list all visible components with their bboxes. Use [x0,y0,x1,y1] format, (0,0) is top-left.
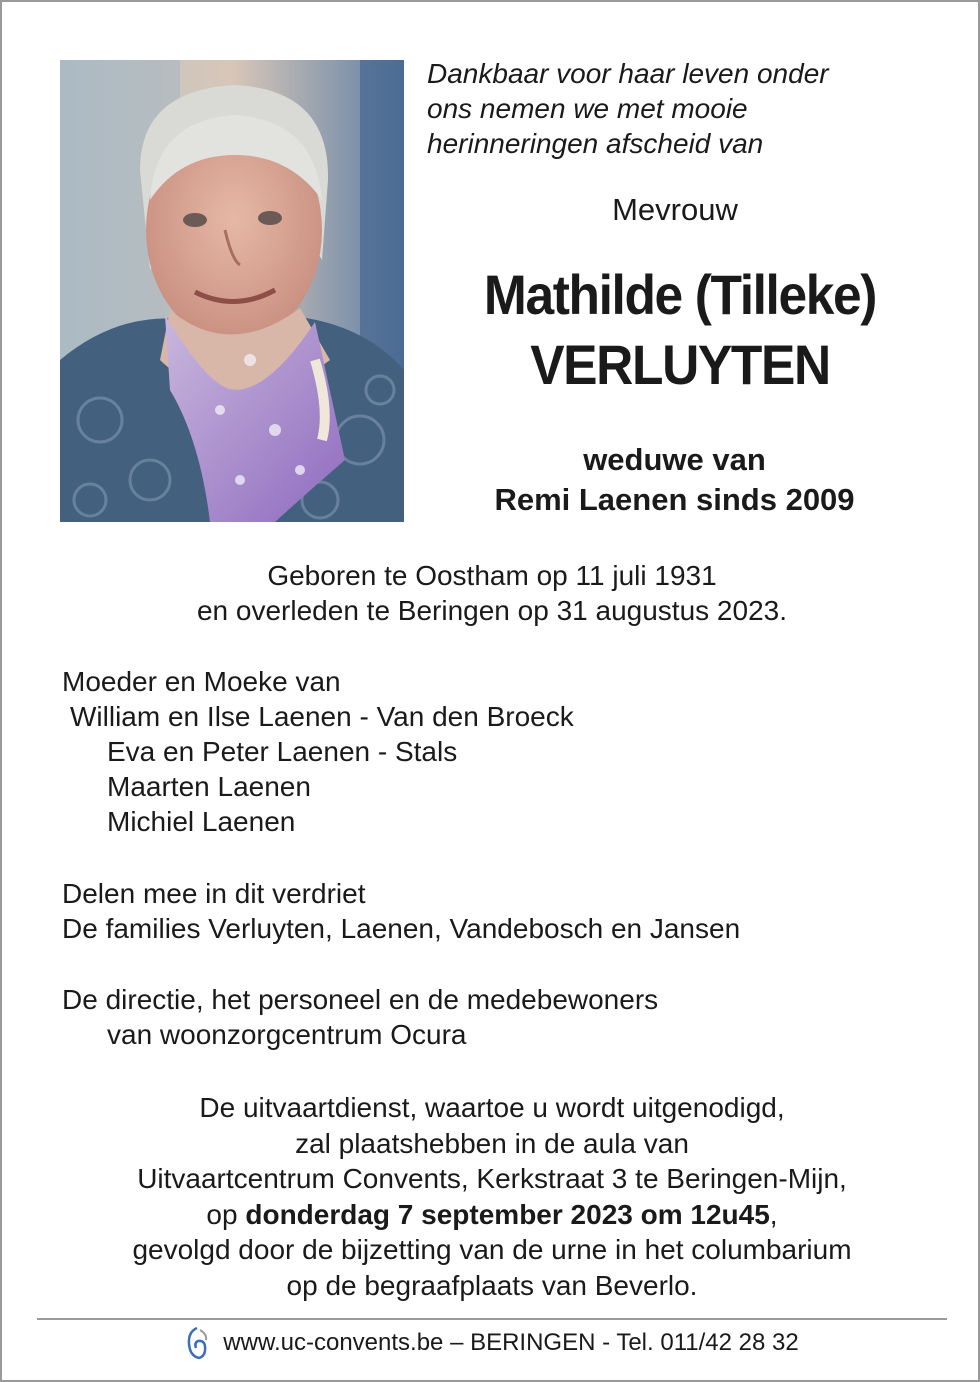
deceased-name [441,260,919,400]
funeral-service-info [2,1090,980,1303]
intro-line: herinneringen afscheid van [427,128,764,159]
share-families: De families Verluyten, Laenen, Vandebosch en Jansen [62,913,741,944]
birth-death-info [2,558,980,628]
death-line: en overleden te Beringen op 31 augustus 2023. [196,595,787,626]
widow-spouse: Remi Laenen sinds 2009 [494,482,855,517]
service-line: zal plaatshebben in de aula van [295,1127,689,1159]
widow-label: weduwe van [583,442,766,477]
mother-heading: Moeder en Moeke van [62,666,341,697]
service-date-prefix: op [206,1198,246,1230]
service-line: op de begraafplaats van Beverlo. [286,1269,698,1301]
service-date-line [2,1197,980,1233]
deceased-surname: VERLUYTEN [530,333,830,396]
mother-of-section [62,664,574,839]
intro-line: ons nemen we met mooie [427,93,748,124]
share-grief-section [62,876,740,946]
service-line: gevolgd door de bijzetting van de urne in het columbarium [132,1234,852,1265]
share-heading: Delen mee in dit verdriet [62,878,366,909]
service-line: Uitvaartcentrum Convents, Kerkstraat 3 te Beringen-Mijn, [137,1163,847,1194]
deceased-first-name: Mathilde (Tilleke) [483,263,877,326]
care-home-name: van woonzorgcentrum Ocura [107,1019,467,1050]
birth-line: Geboren te Oostham op 11 juli 1931 [267,560,717,591]
funeral-home-logo-icon [185,1326,209,1360]
portrait-photo [60,60,404,522]
widow-info [412,440,937,520]
portrait-illustration [60,60,404,522]
footer [2,1324,980,1362]
footer-divider [37,1318,947,1320]
service-line: De uitvaartdienst, waartoe u wordt uitgenodigd, [199,1092,785,1123]
family-line: Eva en Peter Laenen - Stals [107,736,458,767]
care-home-section [62,982,658,1052]
honorific: Mevrouw [612,192,738,227]
care-home-line: De directie, het personeel en de medebewoners [62,984,659,1015]
family-line: Michiel Laenen [107,806,296,837]
intro-text [427,56,947,161]
footer-contact: www.uc-convents.be – BERINGEN - Tel. 011/42 28 32 [223,1329,799,1356]
family-line: William en Ilse Laenen - Van den Broeck [70,701,574,732]
intro-line: Dankbaar voor haar leven onder [427,58,829,89]
family-line: Maarten Laenen [107,771,311,802]
service-date-suffix: , [769,1198,778,1230]
service-date: donderdag 7 september 2023 om 12u45 [245,1198,770,1230]
